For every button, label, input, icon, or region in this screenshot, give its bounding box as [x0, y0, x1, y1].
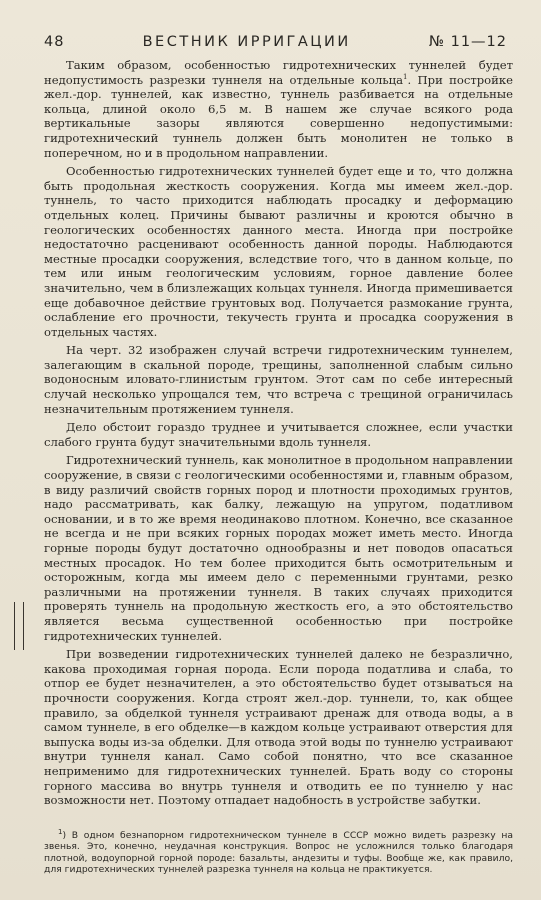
- paragraph-3: На черт. 32 изображен случай встречи гидротехническим туннелем, залегающим в скальной породе, трещины, заполненной слабым сильно водоносным иловато-глинистым грунтом. Этот сам по себе интересный случай несколько упрощался тем, что встреча с трещиной ограничилась незначительным протяжением туннеля.: [44, 343, 513, 416]
- footnote-ref[interactable]: 1: [403, 72, 408, 81]
- paragraph-2: Особенностью гидротехнических туннелей будет еще и то, что должна быть продольная жесткость сооружения. Когда мы имеем жел.-дор. туннель, то часто приходится наблюдать просадку и деформацию отдельных колец. Причины бывают различны и кроются обычно в геологических особенностях данного места. Иногда при постройке недостаточно расценивают особенность данной породы. Наблюдаются местные просадки сооружения, вследствие того, что в данном кольце, по тем или иным геологическим условиям, горное давление более значительно, чем в близлежащих кольцах туннеля. Иногда примешивается еще добавочное действие грунтовых вод. Получается размокание грунта, ослабление его прочности, текучесть грунта и просадка сооружения в отдельных частях.: [44, 164, 513, 339]
- journal-title: ВЕСТНИК ИРРИГАЦИИ: [142, 34, 351, 50]
- margin-mark: [14, 602, 24, 650]
- paragraph-4: Дело обстоит гораздо труднее и учитывается сложнее, если участки слабого грунта будут значительными вдоль туннеля.: [44, 420, 513, 449]
- paragraph-1: Таким образом, особенностью гидротехнических туннелей будет недопустимость разрезки туннеля на отдельные кольца$^1$. При постройке жел.-дор. туннелей, как известно, туннель разбивается на отдельные кольца, длиной около 6,5 м. В нашем же случае всякого рода вертикальные зазоры являются совершенно недопустимыми: гидротехнический туннель должен быть монолитен не только в поперечном, но и в продольном направлении.: [44, 58, 513, 160]
- footnote: [44, 822, 513, 876]
- article-body: [44, 58, 513, 808]
- issue-number: № 11—12: [428, 34, 507, 50]
- paragraph-6: При возведении гидротехнических туннелей далеко не безразлично, какова проходимая горная порода. Если порода податлива и слаба, то отпор ее будет незначителен, а это обстоятельство будет отзываться на прочности сооружения. Когда строят жел.-дор. туннели, то, как общее правило, за обделкой туннеля устраивают дренаж для отвода воды, а в самом туннеле, в его обделке—в каждом кольце устраивают отверстия для выпуска воды из-за обделки. Для отвода этой воды по туннелю устраивают внутри туннеля канал. Само собой понятно, что все сказанное неприменимо для гидротехнических туннелей. Брать воду со стороны горного массива во внутрь туннеля и отводить ее по туннелю у нас возможности нет. Поэтому отпадает надобность в устройстве забутки.: [44, 647, 513, 808]
- page-header: [44, 34, 513, 50]
- page-number: 48: [44, 34, 65, 50]
- footnote-text: ) В одном безнапорном гидротехническом туннеле в СССР можно видеть разрезку на звенья. Это, конечно, неудачная конструкция. Вопрос не усложнился только благодаря плотной, водоупорной горной породе: базальты, андезиты и туфы. Вообще же, как правило, для гидротехнических туннелей разрезка туннеля на кольца не практикуется.: [44, 829, 513, 876]
- paragraph-5: Гидротехнический туннель, как монолитное в продольном направлении сооружение, в связи с геологическими особенностями и, главным образом, в виду различий свойств горных пород и плотности проходимых грунтов, надо рассматривать, как балку, лежащую на упругом, податливом основании, и в то же время неодинаково плотном. Конечно, все сказанное не всегда и не при всяких горных породах может иметь место. Иногда горные породы будут достаточно однообразны и нет поводов опасаться местных просадок. Но тем более приходится быть осмотрительным и осторожным, когда мы имеем дело с переменными грунтами, резко различными на протяжении туннеля. В таких случаях приходится проверять туннель на продольную жесткость его, а это обстоятельство является весьма существенной особенностью при постройке гидротехнических туннелей.: [44, 453, 513, 643]
- footnote-mark: 1: [58, 827, 63, 836]
